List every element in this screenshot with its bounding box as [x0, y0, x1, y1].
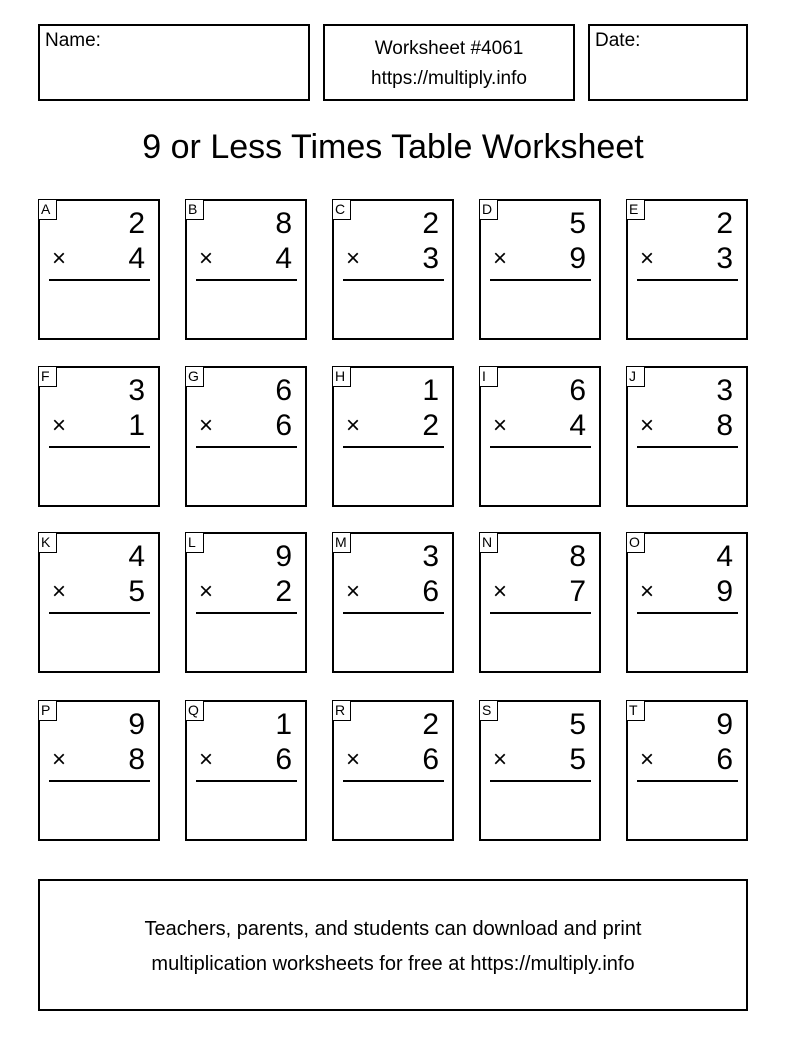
problem-multiplicand: 9: [128, 708, 145, 741]
problem-letter: E: [626, 199, 645, 220]
problem-card[interactable]: [479, 366, 601, 507]
answer-line: [490, 446, 591, 448]
problem-multiplicand: 3: [716, 374, 733, 407]
multiply-sign-icon: ×: [640, 746, 655, 773]
problem-card[interactable]: [626, 199, 748, 340]
answer-line: [49, 279, 150, 281]
problem-card[interactable]: [185, 700, 307, 841]
problem-card[interactable]: [38, 532, 160, 673]
problem-multiplier: 3: [422, 242, 439, 275]
date-field-box[interactable]: [588, 24, 748, 101]
problem-multiplicand: 2: [716, 207, 733, 240]
multiply-sign-icon: ×: [52, 412, 67, 439]
multiply-sign-icon: ×: [493, 245, 508, 272]
problem-multiplier: 1: [128, 409, 145, 442]
problem-multiplier: 4: [275, 242, 292, 275]
answer-line: [490, 279, 591, 281]
footer-box: [38, 879, 748, 1011]
problem-multiplier: 6: [275, 409, 292, 442]
problem-letter: S: [479, 700, 498, 721]
worksheet-number: Worksheet #4061: [374, 38, 524, 59]
multiply-sign-icon: ×: [199, 412, 214, 439]
problem-letter: T: [626, 700, 645, 721]
problem-multiplicand: 3: [422, 540, 439, 573]
multiply-sign-icon: ×: [199, 746, 214, 773]
problem-letter: L: [185, 532, 204, 553]
answer-line: [196, 612, 297, 614]
answer-line: [637, 446, 738, 448]
answer-line: [49, 612, 150, 614]
problem-multiplier: 7: [569, 575, 586, 608]
problem-letter: A: [38, 199, 57, 220]
page-title: 9 or Less Times Table Worksheet: [142, 128, 644, 166]
problem-multiplicand: 1: [422, 374, 439, 407]
problem-letter: K: [38, 532, 57, 553]
worksheet-url[interactable]: https://multiply.info: [371, 68, 527, 89]
footer-line-1: Teachers, parents, and students can download and print: [144, 918, 642, 940]
problem-multiplicand: 4: [716, 540, 733, 573]
answer-line: [343, 279, 444, 281]
problem-card[interactable]: [38, 199, 160, 340]
problem-letter: M: [332, 532, 351, 553]
problem-letter: B: [185, 199, 204, 220]
problem-multiplicand: 8: [275, 207, 292, 240]
problem-multiplier: 8: [128, 743, 145, 776]
problem-multiplicand: 9: [716, 708, 733, 741]
problem-card[interactable]: [479, 532, 601, 673]
answer-line: [49, 446, 150, 448]
multiply-sign-icon: ×: [346, 578, 361, 605]
problem-card[interactable]: [332, 532, 454, 673]
problem-multiplicand: 2: [422, 708, 439, 741]
problem-letter: P: [38, 700, 57, 721]
problem-card[interactable]: [626, 700, 748, 841]
problem-multiplier: 9: [716, 575, 733, 608]
answer-line: [343, 780, 444, 782]
problem-card[interactable]: [626, 366, 748, 507]
problem-multiplicand: 9: [275, 540, 292, 573]
problem-letter: D: [479, 199, 498, 220]
multiply-sign-icon: ×: [199, 578, 214, 605]
problem-multiplier: 2: [422, 409, 439, 442]
multiply-sign-icon: ×: [493, 578, 508, 605]
problem-card[interactable]: [479, 199, 601, 340]
answer-line: [196, 780, 297, 782]
problem-multiplier: 2: [275, 575, 292, 608]
multiply-sign-icon: ×: [52, 746, 67, 773]
multiply-sign-icon: ×: [346, 245, 361, 272]
answer-line: [637, 279, 738, 281]
answer-line: [343, 612, 444, 614]
problem-card[interactable]: [38, 366, 160, 507]
answer-line: [196, 446, 297, 448]
problem-multiplier: 6: [422, 743, 439, 776]
problem-card[interactable]: [185, 366, 307, 507]
problem-multiplicand: 4: [128, 540, 145, 573]
problem-multiplier: 6: [275, 743, 292, 776]
problem-letter: I: [479, 366, 498, 387]
multiply-sign-icon: ×: [346, 412, 361, 439]
multiply-sign-icon: ×: [493, 746, 508, 773]
multiply-sign-icon: ×: [52, 578, 67, 605]
answer-line: [49, 780, 150, 782]
multiply-sign-icon: ×: [52, 245, 67, 272]
problem-multiplier: 3: [716, 242, 733, 275]
problem-multiplicand: 6: [569, 374, 586, 407]
answer-line: [196, 279, 297, 281]
problem-multiplier: 4: [569, 409, 586, 442]
problem-multiplicand: 1: [275, 708, 292, 741]
problem-card[interactable]: [626, 532, 748, 673]
problem-multiplicand: 5: [569, 708, 586, 741]
answer-line: [490, 612, 591, 614]
answer-line: [490, 780, 591, 782]
name-field-box[interactable]: [38, 24, 310, 101]
problem-letter: C: [332, 199, 351, 220]
problem-multiplicand: 3: [128, 374, 145, 407]
footer-line-2: multiplication worksheets for free at https://multiply.info: [151, 953, 635, 975]
problem-card[interactable]: [332, 700, 454, 841]
problem-card[interactable]: [185, 532, 307, 673]
multiply-sign-icon: ×: [346, 746, 361, 773]
worksheet-info-box: [323, 24, 575, 101]
problem-multiplier: 8: [716, 409, 733, 442]
problem-letter: O: [626, 532, 645, 553]
problem-multiplicand: 2: [128, 207, 145, 240]
multiply-sign-icon: ×: [640, 412, 655, 439]
problem-multiplicand: 5: [569, 207, 586, 240]
problem-card[interactable]: [332, 199, 454, 340]
name-label: Name:: [45, 30, 101, 51]
problem-multiplier: 6: [422, 575, 439, 608]
problem-card[interactable]: [479, 700, 601, 841]
multiply-sign-icon: ×: [199, 245, 214, 272]
answer-line: [343, 446, 444, 448]
problem-letter: Q: [185, 700, 204, 721]
problem-multiplier: 5: [569, 743, 586, 776]
problem-card[interactable]: [185, 199, 307, 340]
problem-multiplicand: 2: [422, 207, 439, 240]
multiply-sign-icon: ×: [640, 245, 655, 272]
problem-multiplicand: 8: [569, 540, 586, 573]
problem-multiplier: 5: [128, 575, 145, 608]
problem-card[interactable]: [332, 366, 454, 507]
problem-multiplier: 4: [128, 242, 145, 275]
problem-multiplier: 9: [569, 242, 586, 275]
multiply-sign-icon: ×: [493, 412, 508, 439]
problem-letter: R: [332, 700, 351, 721]
problem-letter: N: [479, 532, 498, 553]
answer-line: [637, 780, 738, 782]
problem-letter: G: [185, 366, 204, 387]
problem-multiplicand: 6: [275, 374, 292, 407]
multiply-sign-icon: ×: [640, 578, 655, 605]
problem-letter: H: [332, 366, 351, 387]
problem-multiplier: 6: [716, 743, 733, 776]
answer-line: [637, 612, 738, 614]
problem-card[interactable]: [38, 700, 160, 841]
problem-letter: F: [38, 366, 57, 387]
date-label: Date:: [595, 30, 641, 51]
problem-letter: J: [626, 366, 645, 387]
